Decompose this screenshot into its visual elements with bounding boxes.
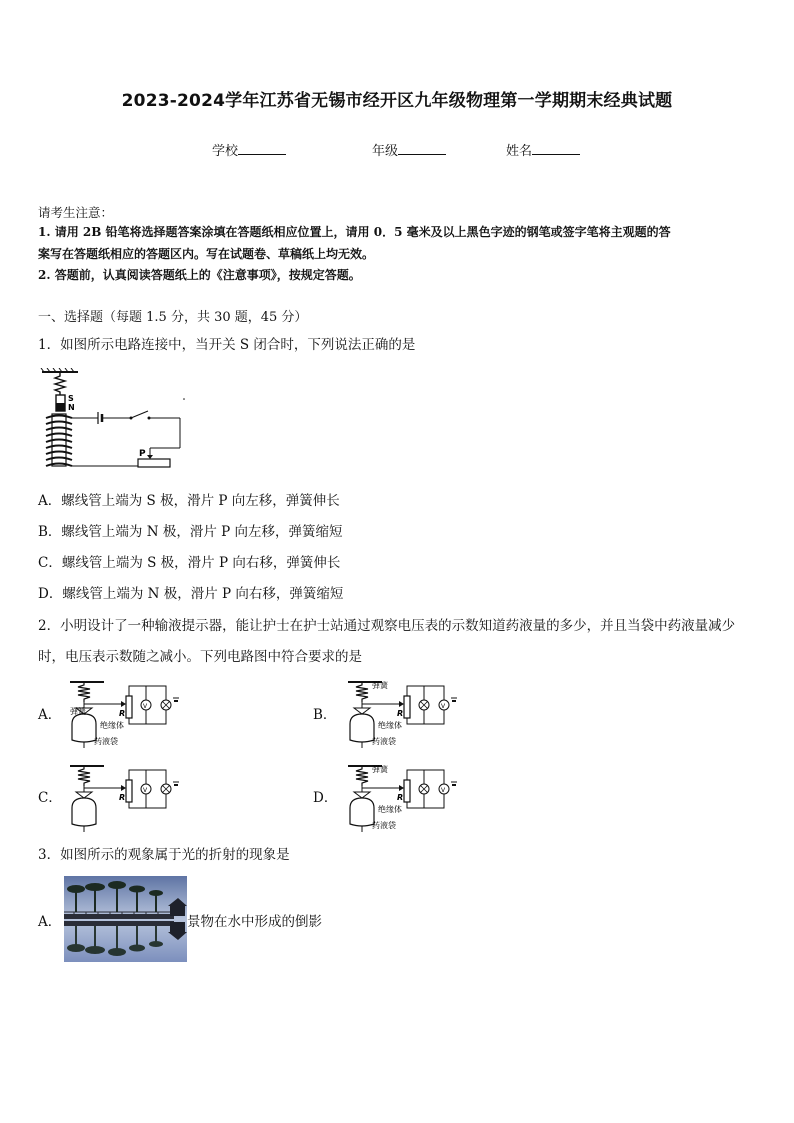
name-field[interactable]: [506, 140, 580, 159]
pole-n-label: N: [68, 403, 75, 412]
question-2-option-d[interactable]: D．: [313, 790, 338, 806]
resistor-label: R: [119, 709, 126, 718]
school-blank[interactable]: [238, 142, 286, 155]
svg-text:V: V: [441, 787, 446, 794]
grade-label: 年级: [372, 144, 399, 159]
school-field[interactable]: [212, 140, 286, 159]
question-1-option-a[interactable]: A．螺线管上端为 S 极，滑片 P 向左移，弹簧伸长: [38, 493, 340, 509]
question-2-diagram-a: [66, 678, 182, 748]
spring-label: 弹簧: [372, 681, 388, 690]
svg-text:V: V: [441, 703, 446, 710]
question-1-option-d[interactable]: D．螺线管上端为 N 极，滑片 P 向右移，弹簧缩短: [38, 586, 344, 602]
grade-field[interactable]: [372, 140, 446, 159]
notice-item-2: 2. 答题前，认真阅读答题纸上的《注意事项》，按规定答题。: [38, 268, 361, 282]
question-3-option-a-text[interactable]: 景物在水中形成的倒影: [187, 914, 322, 930]
svg-text:V: V: [143, 703, 148, 710]
question-1-stem: 1．如图所示电路连接中，当开关 S 闭合时，下列说法正确的是: [38, 337, 416, 353]
notice-item-1-line-2: 案写在答题纸相应的答题区内。写在试题卷、草稿纸上均无效。: [38, 247, 375, 261]
name-label: 姓名: [506, 144, 533, 159]
notice-item-1-line-1: 1. 请用 2B 铅笔将选择题答案涂填在答题纸相应位置上，请用 0．5 毫米及以上黑色字迹的钢笔或签字笔将主观题的答: [38, 225, 671, 239]
question-2-diagram-d: [344, 762, 460, 832]
spring-label: 弹簧: [372, 765, 388, 774]
question-2-diagram-c: [66, 762, 182, 832]
section-heading: 一、选择题（每题 1.5 分，共 30 题，45 分）: [38, 310, 308, 325]
svg-text:V: V: [143, 787, 148, 794]
question-1-option-c[interactable]: C．螺线管上端为 S 极，滑片 P 向右移，弹簧伸长: [38, 555, 341, 571]
question-2-diagram-b: [344, 678, 460, 748]
question-3-stem: 3．如图所示的观象属于光的折射的现象是: [38, 847, 290, 863]
bag-label: 药液袋: [372, 737, 396, 746]
question-2-option-c[interactable]: C．: [38, 790, 62, 806]
name-blank[interactable]: [532, 142, 580, 155]
question-2-option-a[interactable]: A．: [38, 707, 62, 723]
question-2-stem-line-2: 时，电压表示数随之减小。下列电路图中符合要求的是: [38, 649, 362, 665]
page-title: 2023-2024学年江苏省无锡市经开区九年级物理第一学期期末经典试题: [121, 91, 673, 111]
question-3-option-a-letter[interactable]: A．: [38, 914, 62, 930]
resistor-label: R: [397, 793, 404, 802]
question-2-option-b[interactable]: B．: [313, 707, 337, 723]
bag-label: 药液袋: [372, 821, 396, 830]
question-1-circuit-figure: [38, 368, 188, 473]
pole-s-label: S: [68, 394, 74, 403]
insulator-label: 绝缘体: [100, 721, 124, 730]
resistor-label: R: [397, 709, 404, 718]
question-1-option-b[interactable]: B．螺线管上端为 N 极，滑片 P 向左移，弹簧缩短: [38, 524, 343, 540]
spring-label: 弹簧: [70, 707, 86, 716]
notice-heading: 请考生注意：: [38, 205, 114, 220]
reflection-photo-icon: [64, 876, 187, 962]
insulator-label: 绝缘体: [378, 805, 402, 814]
grade-blank[interactable]: [398, 142, 446, 155]
slider-p-label: P: [139, 449, 146, 459]
insulator-label: 绝缘体: [378, 721, 402, 730]
bag-label: 药液袋: [94, 737, 118, 746]
school-label: 学校: [212, 144, 239, 159]
resistor-label: R: [119, 793, 126, 802]
question-2-stem-line-1: 2．小明设计了一种输液提示器，能让护士在护士站通过观察电压表的示数知道药液量的多少，并且当袋中药液量减少: [38, 618, 736, 634]
